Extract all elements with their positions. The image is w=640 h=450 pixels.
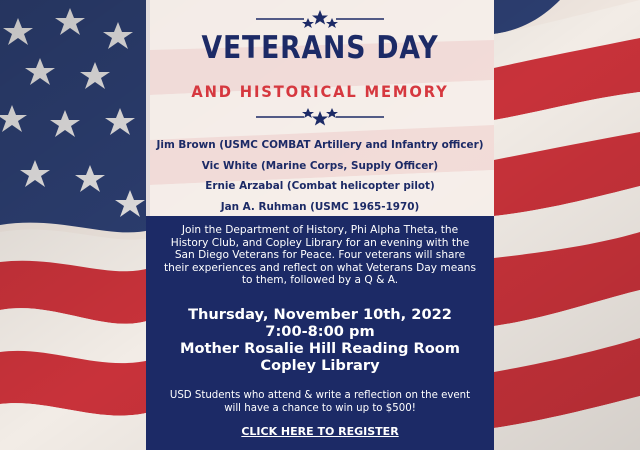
speaker-item: Vic White (Marine Corps, Supply Officer) bbox=[201, 159, 439, 172]
event-room: Mother Rosalie Hill Reading Room bbox=[179, 340, 461, 357]
speaker-item: Jan A. Ruhman (USMC 1965-1970) bbox=[220, 200, 420, 213]
speaker-item: Ernie Arzabal (Combat helicopter pilot) bbox=[205, 180, 435, 192]
event-time: 7:00-8:00 pm bbox=[265, 323, 375, 340]
top-star-divider bbox=[146, 8, 494, 28]
event-details bbox=[146, 306, 494, 374]
event-description: Join the Department of History, Phi Alpha Theta, the History Club, and Copley Library for an evening with the San Diego Veterans for Peace. Four veterans will share their experiences and reflect on what Veterans Day means to them, followed by a Q & A. bbox=[164, 224, 476, 287]
bottom-star-divider bbox=[146, 108, 494, 128]
register-link[interactable]: CLICK HERE TO REGISTER bbox=[241, 425, 399, 438]
speaker-list bbox=[146, 135, 494, 217]
event-building: Copley Library bbox=[260, 357, 380, 374]
speaker-item: Jim Brown (USMC COMBAT Artillery and Infantry officer) bbox=[156, 139, 484, 151]
event-date: Thursday, November 10th, 2022 bbox=[188, 306, 452, 323]
event-subtitle: AND HISTORICAL MEMORY bbox=[191, 82, 449, 101]
event-title: VETERANS DAY bbox=[201, 30, 439, 66]
reflection-prize-note: USD Students who attend & write a reflection on the event will have a chance to win up to $500! bbox=[169, 390, 471, 414]
